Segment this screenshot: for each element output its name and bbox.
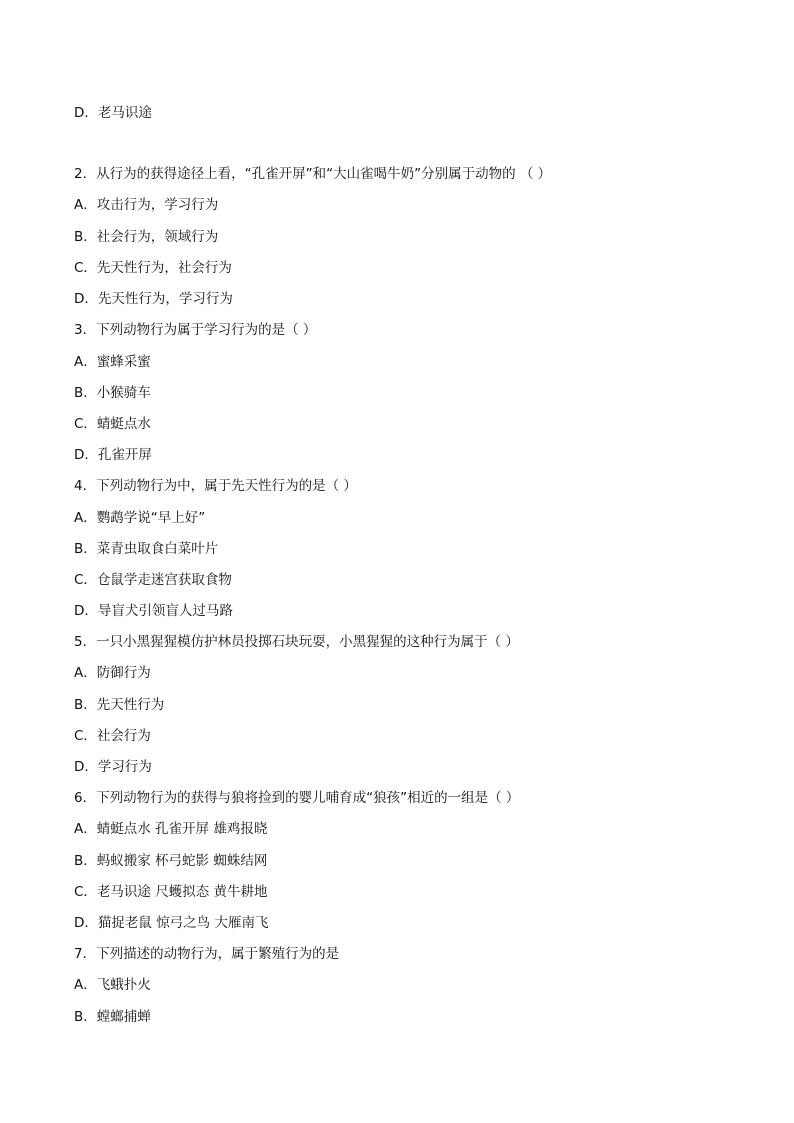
question-7: 7．下列描述的动物行为，属于繁殖行为的是 [74, 946, 340, 962]
option-d-q1: D．老马识途 [74, 105, 152, 121]
option-a-q5: A．防御行为 [74, 665, 151, 681]
option-a-q2: A．攻击行为，学习行为 [74, 197, 219, 213]
option-d-q2: D．先天性行为，学习行为 [74, 291, 233, 307]
option-d-q4: D．导盲犬引领盲人过马路 [74, 603, 233, 619]
question-4: 4．下列动物行为中，属于先天性行为的是（ ） [74, 478, 357, 494]
option-a-q7: A．飞蛾扑火 [74, 977, 151, 993]
option-b-q3: B．小猴骑车 [74, 385, 151, 401]
option-c-q4: C．仓鼠学走迷宫获取食物 [74, 572, 232, 588]
option-a-q3: A．蜜蜂采蜜 [74, 354, 151, 370]
option-c-q6: C．老马识途 尺蠖拟态 黄牛耕地 [74, 884, 268, 900]
option-b-q7: B．螳螂捕蝉 [74, 1009, 151, 1025]
option-c-q2: C．先天性行为，社会行为 [74, 260, 232, 276]
option-c-q5: C．社会行为 [74, 728, 151, 744]
option-a-q4: A．鹦鹉学说“早上好” [74, 510, 206, 526]
option-a-q6: A．蜻蜓点水 孔雀开屏 雄鸡报晓 [74, 821, 268, 837]
question-3: 3．下列动物行为属于学习行为的是（ ） [74, 322, 317, 338]
question-5: 5．一只小黑猩猩模仿护林员投掷石块玩耍，小黑猩猩的这种行为属于（ ） [74, 634, 519, 650]
option-b-q6: B．蚂蚁搬家 杯弓蛇影 蜘蛛结网 [74, 853, 268, 869]
option-b-q5: B．先天性行为 [74, 697, 165, 713]
question-6: 6．下列动物行为的获得与狼将捡到的婴儿哺育成“狼孩”相近的一组是（ ） [74, 790, 520, 806]
option-d-q3: D．孔雀开屏 [74, 447, 152, 463]
option-b-q2: B．社会行为，领域行为 [74, 229, 219, 245]
question-2: 2．从行为的获得途径上看，“孔雀开屏”和“大山雀喝牛奶”分别属于动物的 （ ） [74, 166, 552, 182]
option-d-q6: D．猫捉老鼠 惊弓之鸟 大雁南飞 [74, 915, 269, 931]
option-c-q3: C．蜻蜓点水 [74, 416, 151, 432]
option-b-q4: B．菜青虫取食白菜叶片 [74, 541, 219, 557]
option-d-q5: D．学习行为 [74, 759, 152, 775]
